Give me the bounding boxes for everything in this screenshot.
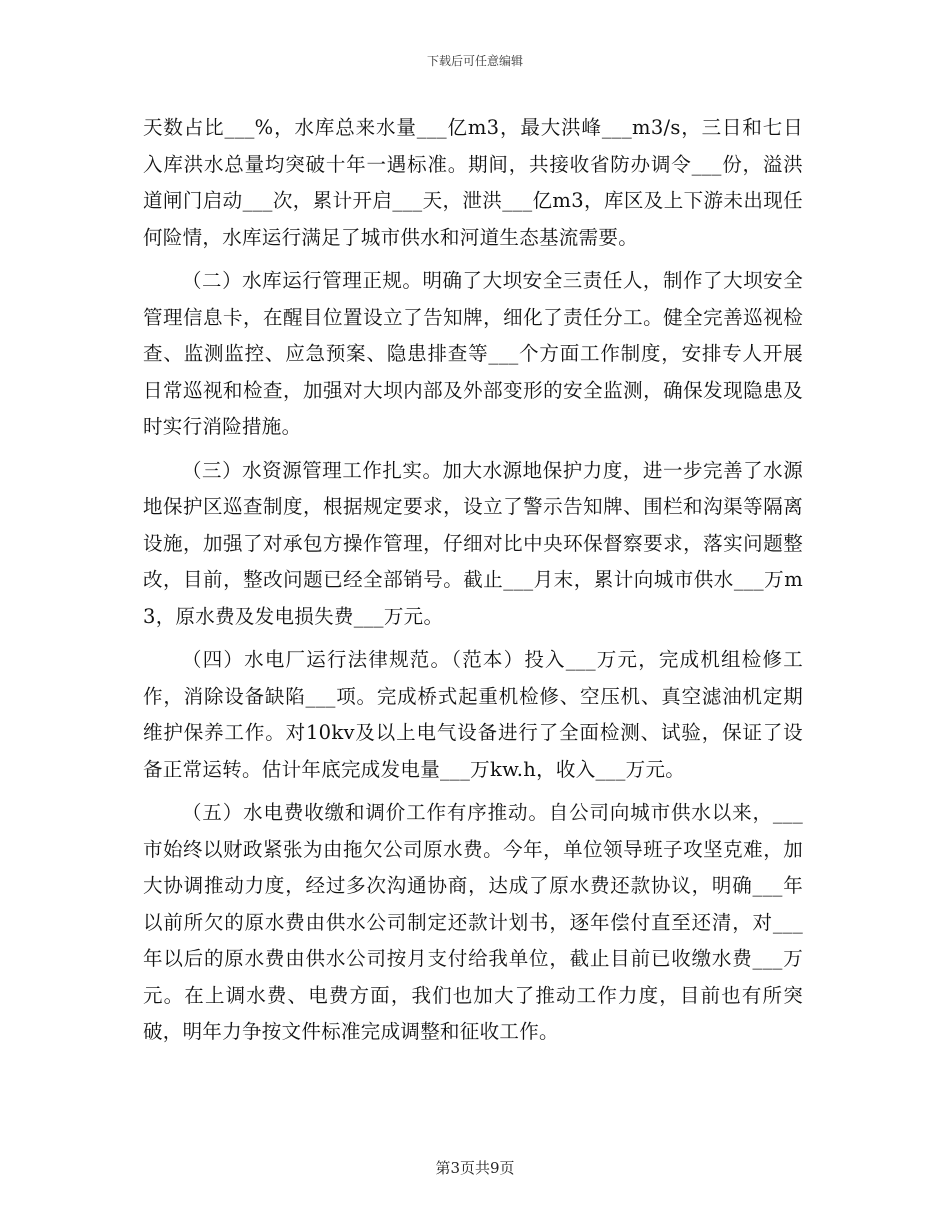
paragraph-fee-collection: （五）水电费收缴和调价工作有序推动。自公司向城市供水以来，___市始终以财政紧张为由拖欠公司原水费。今年，单位领导班子攻坚克难，加大协调推动力度，经过多次沟通协商，达成了原水费还款协议，明确___年以前所欠的原水费由供水公司制定还款计划书，逐年偿付直至还清，对___年以后的原水费由供水公司按月支付给我单位，截止目前已收缴水费___万元。在上调水费、电费方面，我们也加大了推动工作力度，目前也有所突破，明年力争按文件标准完成调整和征收工作。 <box>143 801 803 1043</box>
paragraph-flood-stats: 天数占比___%，水库总来水量___亿m3，最大洪峰___m3/s，三日和七日入库洪水总量均突破十年一遇标准。期间，共接收省防办调令___份，溢洪道闸门启动___次，累计开启___天，泄洪___亿m3，库区及上下游未出现任何险情，水库运行满足了城市供水和河道生态基流需要。 <box>143 116 803 249</box>
paragraph-water-resources: （三）水资源管理工作扎实。加大水源地保护力度，进一步完善了水源地保护区巡查制度，根据规定要求，设立了警示告知牌、围栏和沟渠等隔离设施，加强了对承包方操作管理，仔细对比中央环保督察要求，落实问题整改，目前，整改问题已经全部销号。截止___月末，累计向城市供水___万m3，原水费及发电损失费___万元。 <box>143 458 803 628</box>
page-number: 第3页共9页 <box>435 1159 515 1177</box>
page-header: 下载后可任意编辑 <box>426 54 523 68</box>
paragraph-hydropower-plant: （四）水电厂运行法律规范。（范本）投入___万元，完成机组检修工作，消除设备缺陷___项。完成桥式起重机检修、空压机、真空滤油机定期维护保养工作。对10kv及以上电气设备进行了全面检测、试验，保证了设备正常运转。估计年底完成发电量___万kw.h，收入___万元。 <box>143 648 803 781</box>
paragraph-reservoir-management: （二）水库运行管理正规。明确了大坝安全三责任人，制作了大坝安全管理信息卡，在醒目位置设立了告知牌，细化了责任分工。健全完善巡视检查、监测监控、应急预案、隐患排查等___个方面工作制度，安排专人开展日常巡视和检查，加强对大坝内部及外部变形的安全监测，确保发现隐患及时实行消险措施。 <box>143 269 803 438</box>
document-body <box>143 110 803 1051</box>
